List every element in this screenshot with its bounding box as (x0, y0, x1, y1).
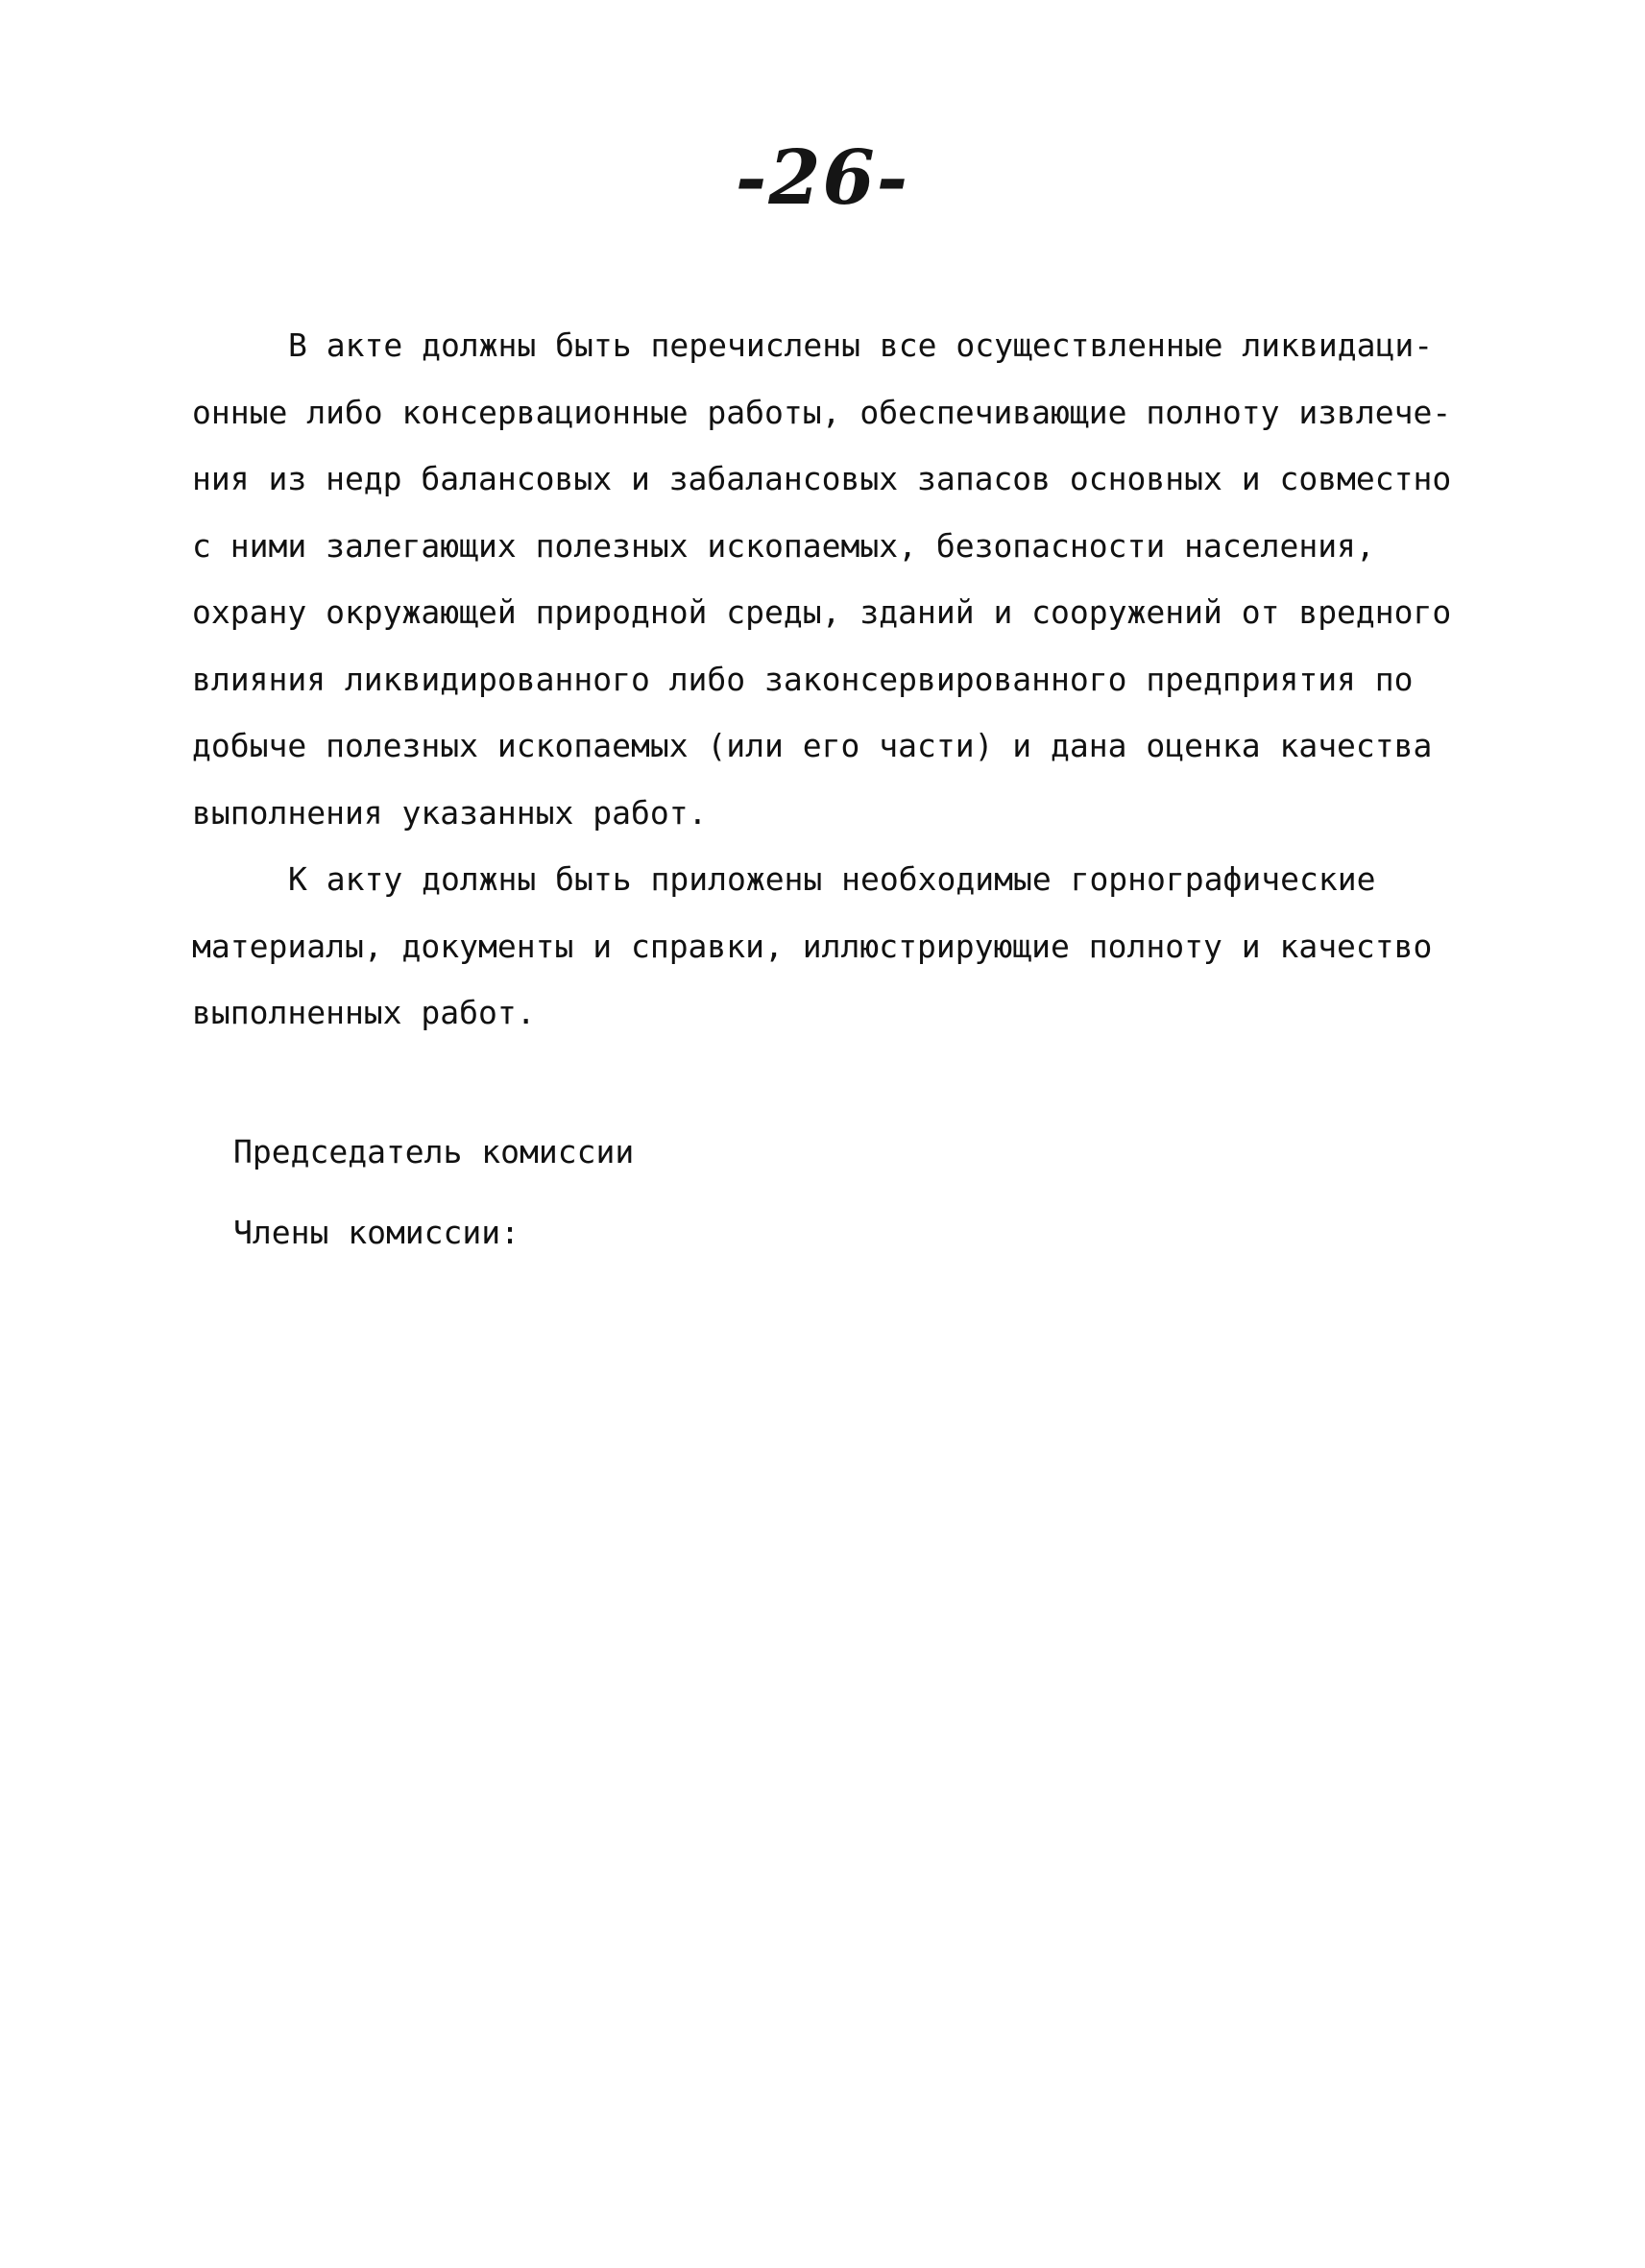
text-line: выполненных работ. (192, 994, 536, 1031)
text-line: материалы, документы и справки, иллюстрирующие полноту и качество (192, 927, 1433, 965)
text-line: К акту должны быть приложены необходимые горнографические (288, 860, 1376, 898)
text-line: онные либо консервационные работы, обеспечивающие полноту извлече- (192, 393, 1452, 431)
signature-block (233, 1112, 634, 1273)
text-line: ния из недр балансовых и забалансовых запасов основных и совместно (192, 460, 1452, 497)
paragraph-2 (192, 846, 1469, 1047)
members-label: Члены комиссии: (233, 1214, 520, 1251)
text-line: В акте должны быть перечислены все осуществленные ликвидаци- (288, 326, 1434, 364)
body-text (192, 312, 1469, 1047)
text-line: добыче полезных ископаемых (или его части) и дана оценка качества (192, 727, 1433, 764)
paragraph-1 (192, 312, 1469, 846)
text-line: с ними залегающих полезных ископаемых, безопасности населения, (192, 526, 1375, 565)
text-line: охрану окружающей природной среды, зданий и сооружений от вредного (192, 593, 1452, 631)
chairman-label: Председатель комиссии (233, 1133, 635, 1170)
page-number: -26- (735, 134, 910, 222)
text-line: выполнения указанных работ. (192, 793, 708, 832)
text-line: влияния ликвидированного либо законсервированного предприятия по (192, 660, 1414, 698)
